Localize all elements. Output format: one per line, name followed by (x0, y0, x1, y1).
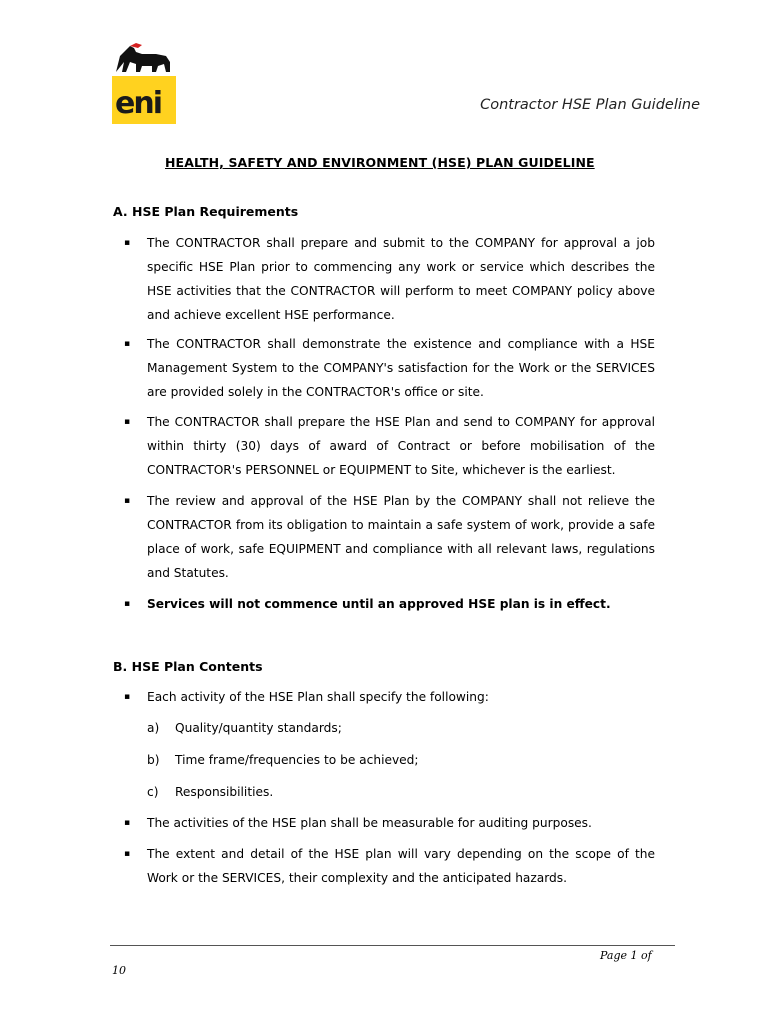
sub-item-letter: b) (147, 753, 160, 767)
section-b-bullet-2: The activities of the HSE plan shall be measurable for auditing purposes. (147, 816, 592, 830)
sub-item-text: Time frame/frequencies to be achieved; (175, 753, 419, 767)
section-b-bullet-1: Each activity of the HSE Plan shall specify the following: (147, 690, 489, 704)
logo-yellow-box (112, 76, 176, 124)
logo-wordmark: eni (115, 86, 161, 121)
sub-item-letter: c) (147, 785, 159, 799)
bullet-marker: ▪ (124, 599, 131, 609)
section-a-bullet-3: The CONTRACTOR shall prepare the HSE Plan and send to COMPANY for approval within thirty (30) days of award of Contract or before mobilisation of the CONTRACTOR's PERSONNEL or EQUIPMENT to Site, whichever is the earliest. (147, 415, 655, 477)
section-a-bullet-4: The review and approval of the HSE Plan by the COMPANY shall not relieve the CONTRACTOR from its obligation to maintain a safe system of work, provide a safe place of work, safe EQUIPMENT and compliance with all relevant laws, regulations and Statutes. (147, 494, 655, 580)
bullet-marker: ▪ (124, 339, 131, 349)
eni-logo (112, 42, 176, 124)
section-a-bullet-2: The CONTRACTOR shall demonstrate the existence and compliance with a HSE Management System to the COMPANY's satisfaction for the Work or the SERVICES are provided solely in the CONTRACTOR's office or site. (147, 337, 655, 399)
section-a-bullet-1: The CONTRACTOR shall prepare and submit to the COMPANY for approval a job specific HSE Plan prior to commencing any work or service which describes the HSE activities that the CONTRACTOR will perform to meet COMPANY policy above and achieve excellent HSE performance. (147, 236, 655, 322)
section-a-bullet-5: Services will not commence until an approved HSE plan is in effect. (147, 597, 611, 611)
bullet-marker: ▪ (124, 417, 131, 427)
sub-item-text: Responsibilities. (175, 785, 274, 799)
header-title: Contractor HSE Plan Guideline (480, 97, 700, 113)
section-a-heading: A. HSE Plan Requirements (113, 204, 299, 219)
page-number-label: Page 1 of (600, 949, 652, 962)
section-b-bullet-3: The extent and detail of the HSE plan will vary depending on the scope of the Work or the SERVICES, their complexity and the anticipated hazards. (147, 847, 655, 885)
footer-divider (110, 945, 675, 946)
section-b-heading: B. HSE Plan Contents (113, 659, 263, 674)
sub-item-letter: a) (147, 721, 160, 735)
bullet-marker: ▪ (124, 496, 131, 506)
document-title: HEALTH, SAFETY AND ENVIRONMENT (HSE) PLAN GUIDELINE (165, 155, 595, 170)
sub-item-text: Quality/quantity standards; (175, 721, 342, 735)
bullet-marker: ▪ (124, 692, 131, 702)
six-legged-dog-icon (112, 42, 176, 76)
bullet-marker: ▪ (124, 238, 131, 248)
bullet-marker: ▪ (124, 849, 131, 859)
bullet-marker: ▪ (124, 818, 131, 828)
page-total: 10 (112, 964, 126, 977)
